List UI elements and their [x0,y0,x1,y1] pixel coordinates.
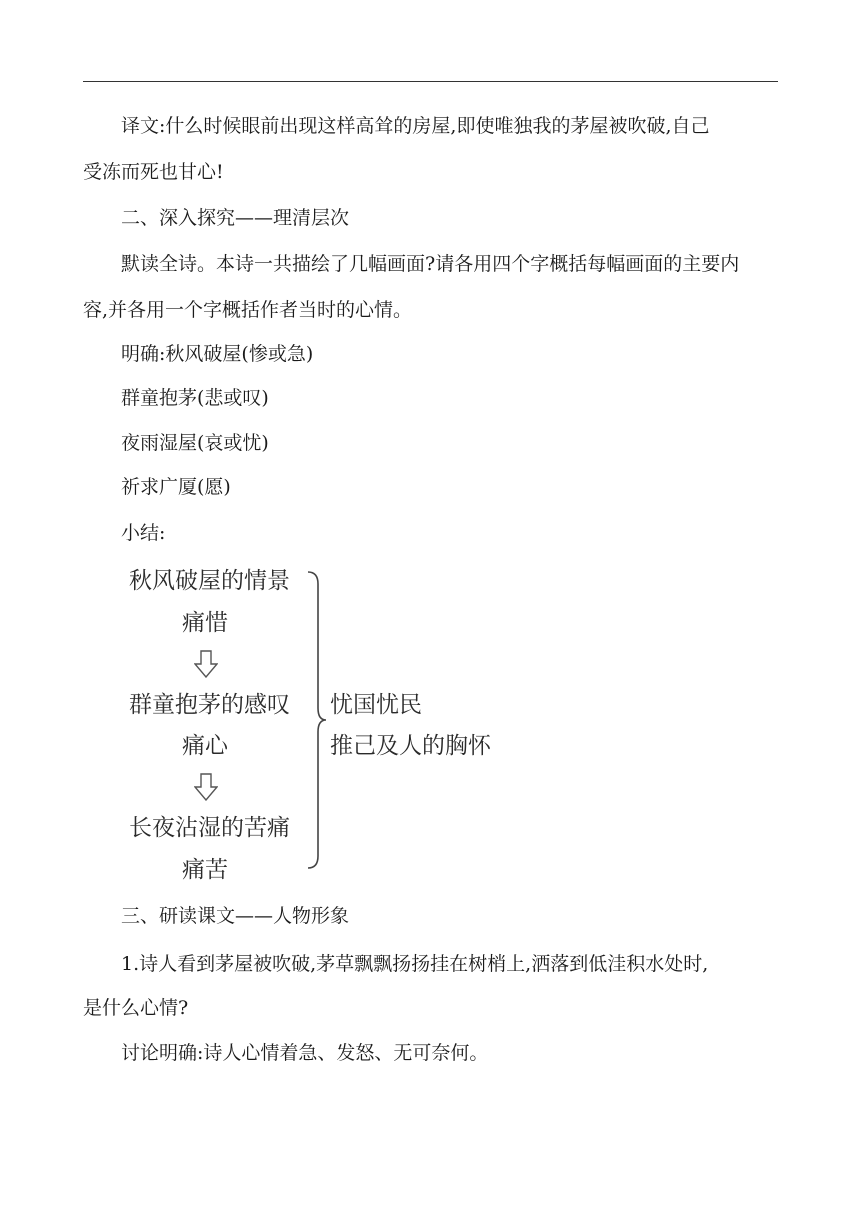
diagram-feeling-1: 痛惜 [182,610,228,636]
diagram-conclusion-1: 忧国忧民 [330,692,422,718]
clarify-line-1: 明确:秋风破屋(惨或急) [121,343,314,365]
question-line-1: 默读全诗。本诗一共描绘了几幅画面?请各用四个字概括每幅画面的主要内 [121,253,740,275]
down-arrow-icon [194,773,218,801]
diagram-feeling-2: 痛心 [182,733,228,759]
question-line-2: 容,并各用一个字概括作者当时的心情。 [83,299,413,321]
down-arrow-icon [194,650,218,678]
diagram-conclusion-2: 推己及人的胸怀 [330,733,491,759]
section-heading-3: 三、研读课文——人物形象 [121,905,350,927]
clarify-line-2: 群童抱茅(悲或叹) [121,387,269,409]
diagram-scene-2: 群童抱茅的感叹 [129,692,290,718]
clarify-line-3: 夜雨湿屋(哀或忧) [121,432,269,454]
diagram-feeling-3: 痛苦 [182,857,228,883]
translation-line-2: 受冻而死也甘心! [83,161,224,183]
translation-line-1: 译文:什么时候眼前出现这样高耸的房屋,即使唯独我的茅屋被吹破,自己 [121,115,710,137]
header-rule [83,81,778,82]
diagram-scene-3: 长夜沾湿的苦痛 [129,815,290,841]
section-heading-2: 二、深入探究——理清层次 [121,207,350,229]
question-1-line-2: 是什么心情? [83,997,189,1019]
question-1-line-1: 1.诗人看到茅屋被吹破,茅草飘飘扬扬挂在树梢上,洒落到低洼积水处时, [121,953,709,975]
right-brace-icon [306,570,328,870]
discussion-answer: 讨论明确:诗人心情着急、发怒、无可奈何。 [121,1042,489,1064]
clarify-line-4: 祈求广厦(愿) [121,476,231,498]
diagram-scene-1: 秋风破屋的情景 [129,568,290,594]
summary-label: 小结: [121,522,166,544]
